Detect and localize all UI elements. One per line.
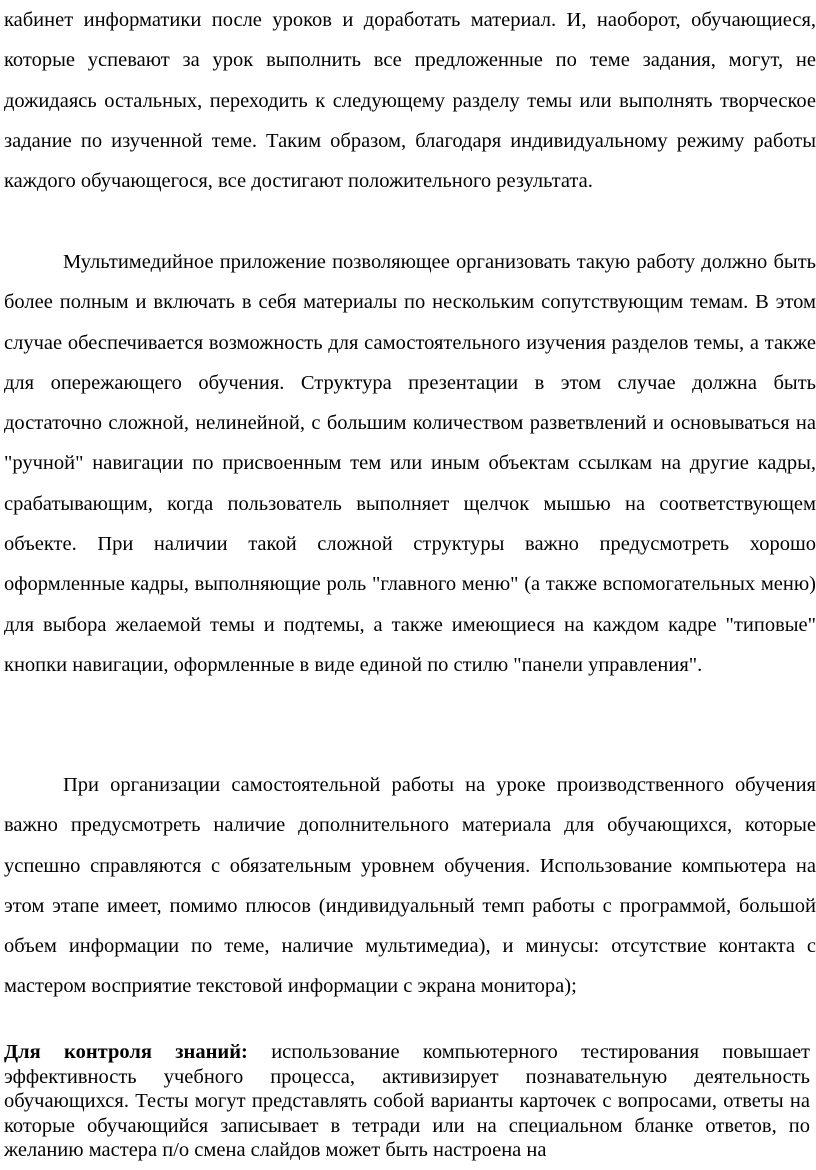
- paragraph-knowledge-control: [4, 1040, 810, 1163]
- knowledge-control-text: использование компьютерного тестирования повышает эффективность учебного процесса, активизирует познавательную деятельность обучающихся. Тесты могут представлять собой варианты карточек с вопросами, ответы на которые обучающийся записывает в тетради или на специальном бланке ответов, по желанию мастера п/о смена слайдов может быть настроена на: [4, 1041, 811, 1161]
- paragraph-multimedia-app: Мультимедийное приложение позволяющее организовать такую работу должно быть более полным и включать в себя материалы по нескольким сопутствующим темам. В этом случае обеспечивается возможность для самостоятельного изучения разделов темы, а также для опережающего обучения. Структура презентации в этом случае должна быть достаточно сложной, нелинейной, с большим количеством разветвлений и основываться на "ручной" навигации по присвоенным тем или иным объектам ссылкам на другие кадры, срабатывающим, когда пользователь выполняет щелчок мышью на соответствующем объекте. При наличии такой сложной структуры важно предусмотреть хорошо оформленные кадры, выполняющие роль "главного меню" (а также вспомогательных меню) для выбора желаемой темы и подтемы, а также имеющиеся на каждом кадре "типовые" кнопки навигации, оформленные в виде единой по стилю "панели управления".: [4, 251, 816, 676]
- knowledge-control-heading: Для контроля знаний:: [4, 1041, 248, 1063]
- paragraph-independent-work: При организации самостоятельной работы на уроке производственного обучения важно предусмотреть наличие дополнительного материала для обучающихся, которые успешно справляются с обязательным уровнем обучения. Использование компьютера на этом этапе имеет, помимо плюсов (индивидуальный темп работы с программой, большой объем информации по теме, наличие мультимедиа), и минусы: отсутствие контакта с мастером восприятие текстовой информации с экрана монитора);: [4, 774, 816, 998]
- paragraph-continuation: кабинет информатики после уроков и доработать материал. И, наоборот, обучающиеся, которые успевают за урок выполнить все предложенные по теме задания, могут, не дожидаясь остальных, переходить к следующему разделу темы или выполнять творческое задание по изученной теме. Таким образом, благодаря индивидуальному режиму работы каждого обучающегося, все достигают положительного результата.: [4, 9, 816, 193]
